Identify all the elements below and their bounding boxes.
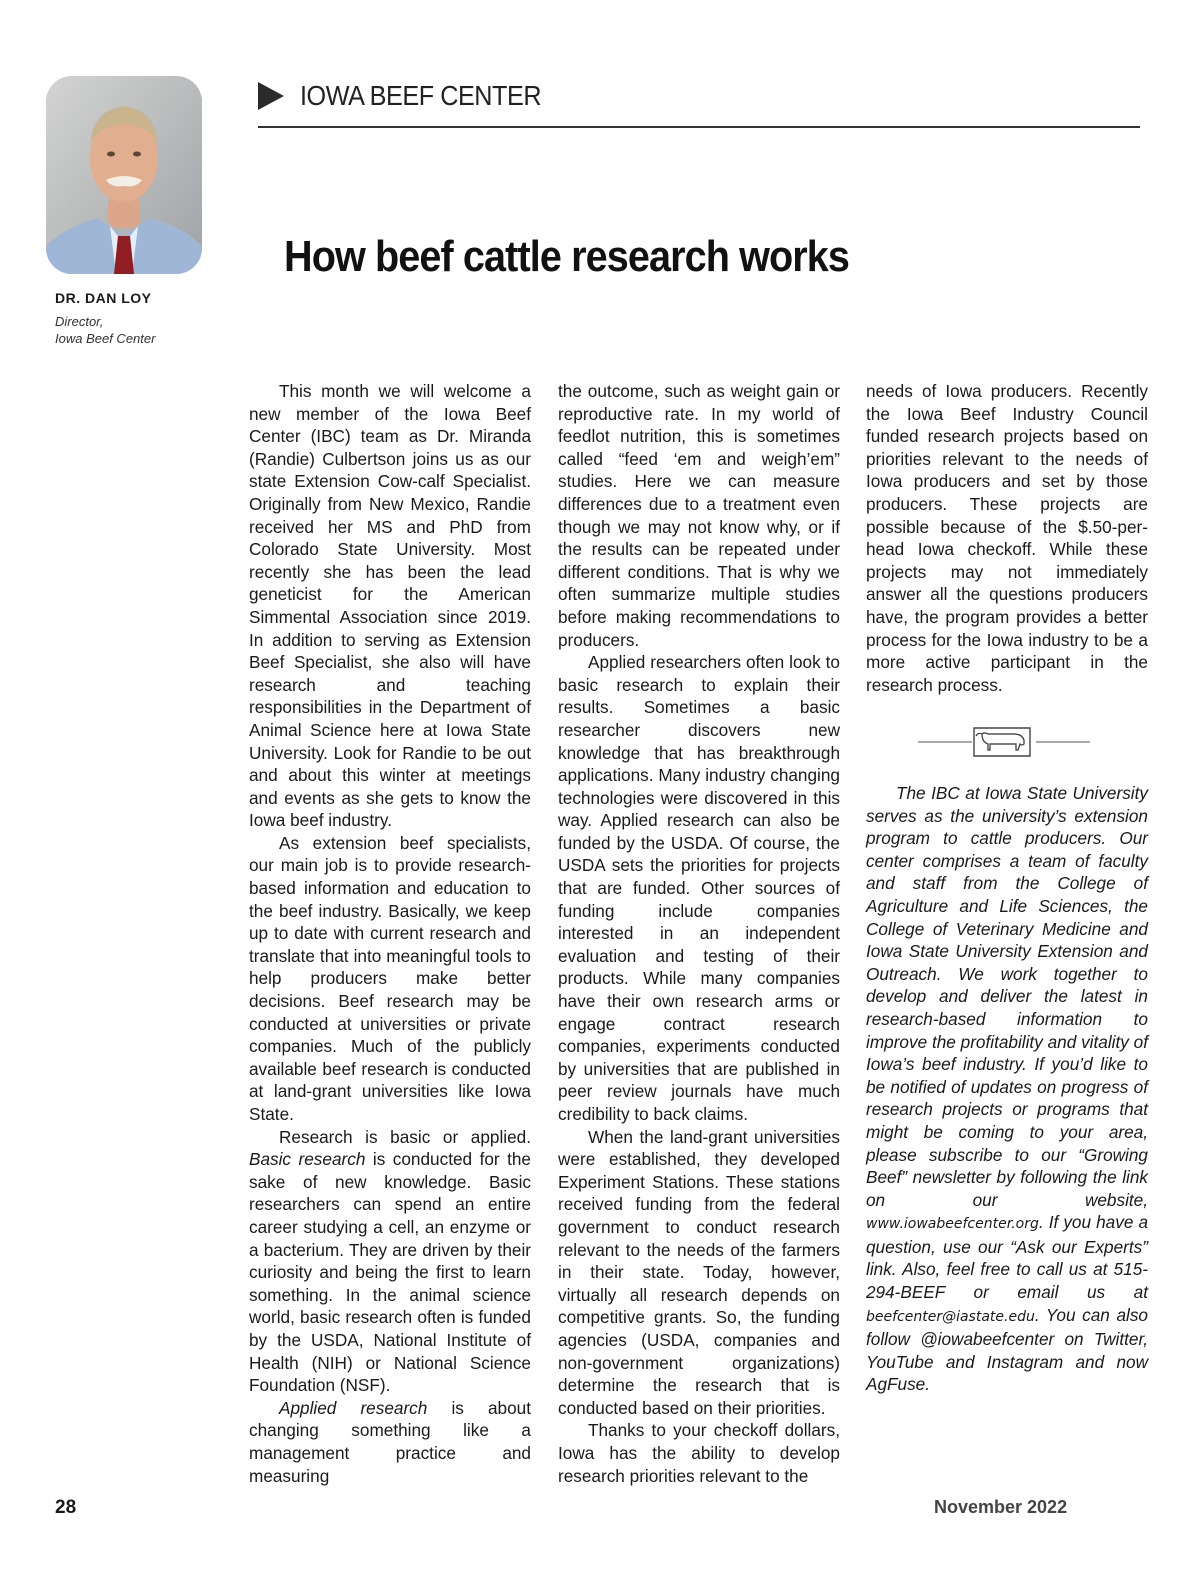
text-run: is about changing something like a management practice and measuring xyxy=(249,1397,531,1486)
paragraph xyxy=(249,1397,531,1487)
cow-ornament-icon xyxy=(918,722,1090,762)
paragraph: needs of Iowa producers. Recently the Iowa Beef Industry Council funded research projects based on priorities relevant to the needs of Iowa producers and set by those producers. These projects are possible because of the $.50-per-head Iowa checkoff. While these projects may not immediately answer all the questions producers have, the program provides a better process for the Iowa industry to be a more active participant in the research process. xyxy=(866,381,1148,695)
text-run: . If you have a question, use our “Ask our Experts” link. Also, feel free to call us at 515-294-BEEF or email us at xyxy=(866,1212,1148,1303)
text-run: Research is basic or applied. xyxy=(279,1126,531,1147)
section-title: IOWA BEEF CENTER xyxy=(300,80,542,111)
author-portrait-image xyxy=(46,76,202,274)
paragraph xyxy=(866,782,1148,1396)
article-column-3 xyxy=(866,380,1148,696)
paragraph xyxy=(249,1126,531,1397)
paragraph: When the land-grant universities were established, they developed Experiment Stations. These stations received funding from the federal government to conduct research relevant to the needs of the farmers in their state. Today, however, virtually all research depends on competitive grants. So, the funding agencies (USDA, companies and non-government organizations) determine the research that is conducted based on their priorities. xyxy=(558,1126,840,1418)
text-run: is conducted for the sake of new knowledge. Basic researchers can spend an entire career studying a cell, an enzyme or a bacterium. They are driven by their curiosity and being the first to learn something. In the animal science world, basic research often is funded by the USDA, National Institute of Health (NIH) or National Science Foundation (NSF). xyxy=(249,1149,531,1396)
author-name: DR. DAN LOY xyxy=(55,290,152,306)
ibc-info-note xyxy=(866,782,1148,1396)
paragraph: Applied researchers often look to basic research to explain their results. Sometimes a basic researcher discovers new knowledge that has breakthrough applications. Many industry changing technologies were discovered in this way. Applied research can also be funded by the USDA. Of course, the USDA sets the priorities for projects that are funded. Other sources of funding include companies interested in an independent evaluation and testing of their products. While many companies have their own research arms or engage contract research companies, experiments conducted by universities that are published in peer review journals have much credibility to back claims. xyxy=(558,652,840,1124)
article-column-2 xyxy=(558,380,840,1487)
author-role xyxy=(55,313,155,347)
term-basic-research: Basic research xyxy=(249,1149,366,1170)
article-headline: How beef cattle research works xyxy=(284,232,850,281)
paragraph: This month we will welcome a new member of the Iowa Beef Center (IBC) team as Dr. Miranda (Randie) Culbertson joins us as our state Extension Cow-calf Specialist. Originally from New Mexico, Randie received her MS and PhD from Colorado State University. Most recently she has been the lead geneticist for the American Simmental Association since 2019. In addition to serving as Extension Beef Specialist, she also will have research and teaching responsibilities in the Department of Animal Science here at Iowa State University. Look for Randie to be out and about this winter at meetings and events as she gets to know the Iowa beef industry. xyxy=(249,381,531,831)
section-divider xyxy=(258,126,1140,128)
section-header xyxy=(258,80,568,112)
paragraph: Thanks to your checkoff dollars, Iowa has the ability to develop research priorities relevant to the xyxy=(558,1420,840,1486)
term-applied-research: Applied research xyxy=(279,1397,428,1418)
email-link[interactable]: beefcenter@iastate.edu xyxy=(866,1308,1035,1325)
website-link[interactable]: www.iowabeefcenter.org xyxy=(866,1216,1039,1233)
text-run: . You can also follow @iowabeefcenter on Twitter, YouTube and Instagram and now AgFuse. xyxy=(866,1304,1148,1395)
text-run: The IBC at Iowa State University serves as the university’s extension program to cattle producers. Our center comprises a team of faculty and staff from the College of Agriculture and Life Sciences, the College of Veterinary Medicine and Iowa State University Extension and Outreach. We work together to develop and deliver the latest in research-based information to improve the profitability and vitality of Iowa’s beef industry. If you’d like to be notified of updates on progress of research projects or programs that might be coming to your area, please subscribe to our “Growing Beef” newsletter by following the link on our website, xyxy=(866,783,1148,1210)
author-photo xyxy=(46,76,202,274)
paragraph: the outcome, such as weight gain or reproductive rate. In my world of feedlot nutrition, this is sometimes called “feed ‘em and weigh’em” studies. Here we can measure differences due to a treatment even though we may not know why, or if the results can be repeated under different conditions. That is why we often summarize multiple studies before making recommendations to producers. xyxy=(558,381,840,650)
play-triangle-icon xyxy=(258,82,284,110)
author-org: Iowa Beef Center xyxy=(55,331,156,346)
article-column-1 xyxy=(249,380,531,1487)
author-title: Director, xyxy=(55,314,104,329)
issue-date: November 2022 xyxy=(934,1497,1068,1517)
page-number: 28 xyxy=(55,1497,77,1518)
paragraph: As extension beef specialists, our main job is to provide research-based information and education to the beef industry. Basically, we keep up to date with current research and translate that into meaningful tools to help producers make better decisions. Beef research may be conducted at universities or private companies. Much of the publicly available beef research is conducted at land-grant universities like Iowa State. xyxy=(249,832,531,1124)
